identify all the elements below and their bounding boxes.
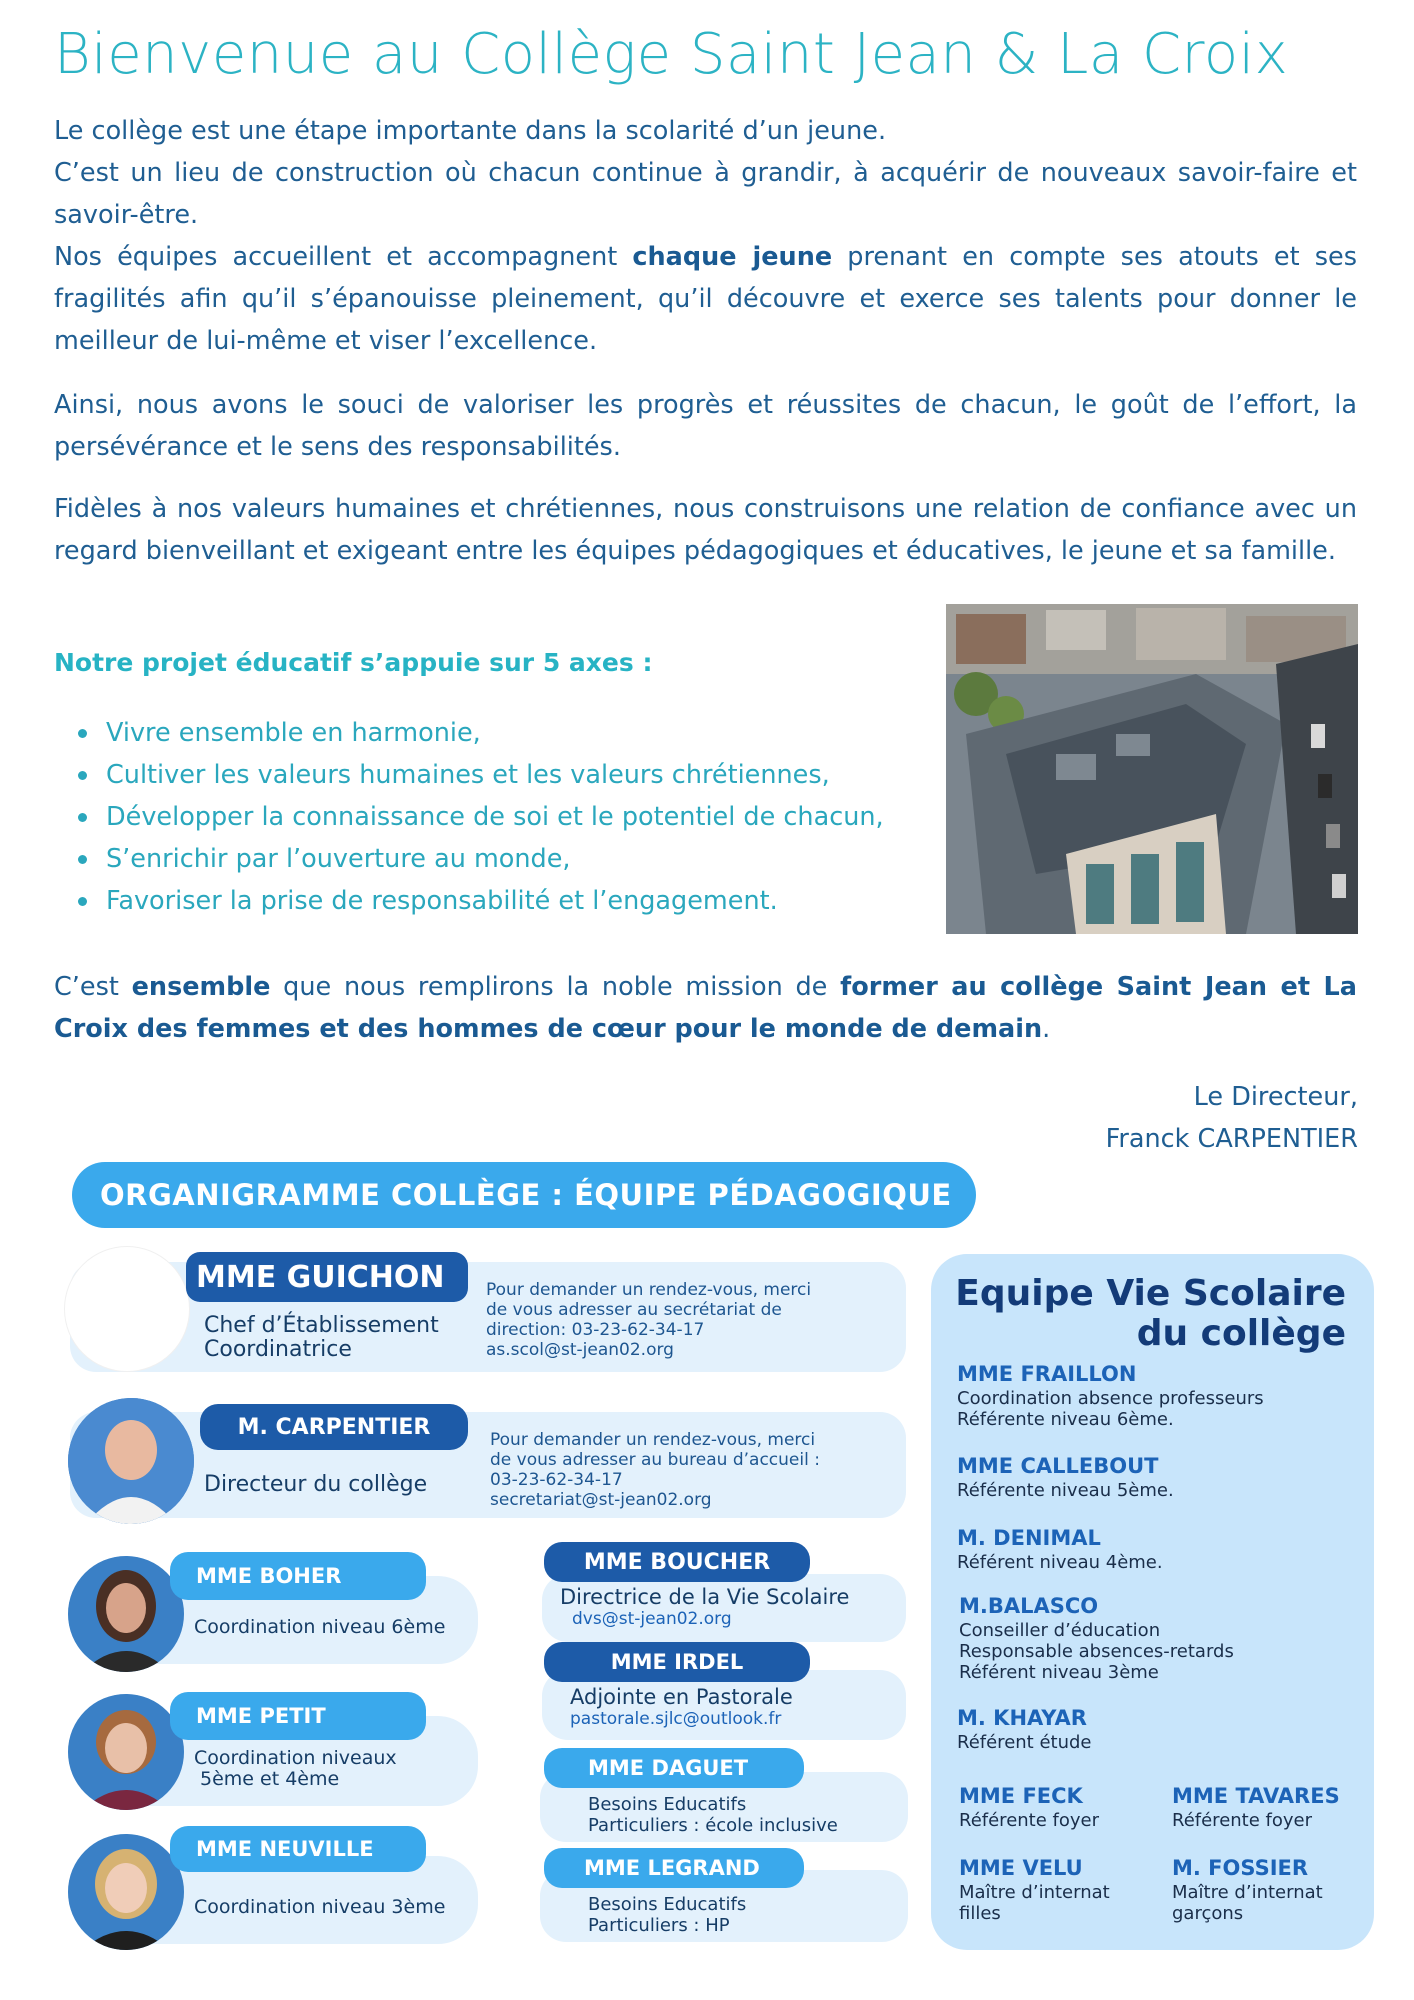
velu-desc [959, 1882, 1110, 1924]
boucher-email: dvs@st-jean02.org [572, 1609, 732, 1629]
balasco-desc-2: Responsable absences-retards [959, 1641, 1234, 1662]
neuville-avatar [68, 1834, 184, 1950]
guichon-note-4: as.scol@st-jean02.org [486, 1340, 674, 1360]
carpentier-note-3: 03-23-62-34-17 [490, 1470, 623, 1490]
closing-end: . [1042, 1014, 1051, 1044]
trust-paragraph: Fidèles à nos valeurs humaines et chrétiennes, nous construisons une relation de confiance avec un regard bienveillant et exigeant entre les équipes pédagogiques et éducatives, le jeune et sa famille. [54, 494, 1357, 566]
axes-item: Cultiver les valeurs humaines et les valeurs chrétiennes, [78, 754, 884, 796]
intro-line-2: C’est un lieu de construction où chacun continue à grandir, à acquérir de nouveaux savoir-faire et savoir-être. [54, 158, 1357, 230]
legrand-name: MME LEGRAND [544, 1848, 804, 1888]
carpentier-note-1: Pour demander un rendez-vous, merci [490, 1430, 816, 1450]
velu-desc-1: Maître d’internat [959, 1882, 1110, 1903]
petit-avatar [68, 1694, 184, 1810]
axes-item: Développer la connaissance de soi et le potentiel de chacun, [78, 796, 884, 838]
carpentier-note-2: de vous adresser au bureau d’accueil : [490, 1450, 820, 1470]
boucher-name: MME BOUCHER [544, 1542, 810, 1582]
carpentier-role: Directeur du collège [204, 1472, 428, 1497]
daguet-role [588, 1794, 838, 1836]
guichon-note-3: direction: 03-23-62-34-17 [486, 1320, 705, 1340]
axes-item: S’enrichir par l’ouverture au monde, [78, 838, 884, 880]
daguet-role-1: Besoins Educatifs [588, 1794, 747, 1815]
fraillon-desc-1: Coordination absence professeurs [957, 1388, 1264, 1409]
intro-emphasis: chaque jeune [632, 242, 833, 272]
legrand-role-1: Besoins Educatifs [588, 1894, 747, 1915]
closing-emphasis-2: former au collège Saint Jean et La Croix des femmes et des hommes de cœur pour le monde de demain [54, 972, 1357, 1044]
signature-name: Franck CARPENTIER [1105, 1124, 1358, 1154]
signature [1106, 1076, 1358, 1160]
closing-paragraph [54, 966, 1357, 1050]
axes-list [78, 712, 884, 922]
boher-role: Coordination niveau 6ème [194, 1616, 446, 1638]
fossier-desc-1: Maître d’internat [1172, 1882, 1323, 1903]
guichon-role [204, 1314, 439, 1362]
vie-scolaire-panel [931, 1254, 1374, 1950]
irdel-role [570, 1686, 793, 1730]
guichon-note-1: Pour demander un rendez-vous, merci [486, 1280, 812, 1300]
carpentier-avatar [68, 1398, 194, 1524]
khayar-desc: Référent étude [957, 1732, 1092, 1753]
velu-name: MME VELU [959, 1856, 1083, 1880]
feck-desc: Référente foyer [959, 1810, 1100, 1831]
closing-start: C’est [54, 972, 132, 1002]
guichon-role-2: Coordinatrice [204, 1337, 352, 1362]
denimal-name: M. DENIMAL [957, 1526, 1101, 1550]
axes-title: Notre projet éducatif s’appuie sur 5 axes : [54, 648, 653, 677]
axes-item: Vivre ensemble en harmonie, [78, 712, 884, 754]
portrait-icon [68, 1556, 184, 1672]
closing-middle: que nous remplirons la noble mission de [270, 972, 841, 1002]
fraillon-desc [957, 1388, 1264, 1430]
callebout-name: MME CALLEBOUT [957, 1454, 1159, 1478]
neuville-role: Coordination niveau 3ème [194, 1896, 446, 1918]
neuville-name: MME NEUVILLE [170, 1826, 426, 1872]
intro-paragraph [54, 110, 1357, 362]
fossier-desc [1172, 1882, 1323, 1924]
velu-desc-2: filles [959, 1903, 1001, 1924]
feck-name: MME FECK [959, 1784, 1083, 1808]
tavares-desc: Référente foyer [1172, 1810, 1313, 1831]
irdel-role-text: Adjointe en Pastorale [570, 1685, 793, 1709]
boucher-role [560, 1586, 849, 1630]
carpentier-name: M. CARPENTIER [200, 1404, 468, 1450]
school-aerial-photo [946, 604, 1358, 934]
fraillon-desc-2: Référente niveau 6ème. [957, 1409, 1174, 1430]
tavares-name: MME TAVARES [1172, 1784, 1340, 1808]
page-title: Bienvenue au Collège Saint Jean & La Croix [54, 22, 1289, 87]
petit-role [194, 1748, 397, 1790]
guichon-note-2: de vous adresser au secrétariat de [486, 1300, 782, 1320]
legrand-role [588, 1894, 746, 1936]
legrand-role-2: Particuliers : HP [588, 1915, 730, 1936]
vie-scolaire-title [955, 1274, 1346, 1354]
vie-scolaire-title-2: du collège [1136, 1313, 1346, 1354]
guichon-name: MME GUICHON [186, 1252, 468, 1302]
denimal-desc: Référent niveau 4ème. [957, 1552, 1163, 1573]
intro-line-3 [54, 236, 1357, 362]
boucher-role-text: Directrice de la Vie Scolaire [560, 1585, 850, 1609]
signature-role: Le Directeur, [1193, 1082, 1358, 1112]
boher-name: MME BOHER [170, 1552, 426, 1600]
intro-line-1: Le collège est une étape importante dans la scolarité d’un jeune. [54, 116, 887, 146]
callebout-desc: Référente niveau 5ème. [957, 1480, 1174, 1501]
fossier-desc-2: garçons [1172, 1903, 1244, 1924]
guichon-role-1: Chef d’Établissement [204, 1313, 439, 1338]
carpentier-note-4: secretariat@st-jean02.org [490, 1490, 712, 1510]
khayar-name: M. KHAYAR [957, 1706, 1087, 1730]
balasco-desc-3: Référent niveau 3ème [959, 1662, 1159, 1683]
vie-scolaire-title-1: Equipe Vie Scolaire [955, 1273, 1346, 1314]
org-banner: ORGANIGRAMME COLLÈGE : ÉQUIPE PÉDAGOGIQUE [72, 1162, 976, 1228]
irdel-name: MME IRDEL [544, 1642, 810, 1682]
intro-line-3-end: prenant en compte ses atouts et ses fragilités afin qu’il s’épanouisse pleinement, qu’il découvre et exerce ses talents pour donner le meilleur de lui-même et viser l’excellence. [54, 242, 1357, 356]
values-paragraph: Ainsi, nous avons le souci de valoriser les progrès et réussites de chacun, le goût de l’effort, la persévérance et le sens des responsabilités. [54, 390, 1357, 462]
guichon-note [486, 1280, 878, 1360]
petit-role-1: Coordination niveaux [194, 1747, 397, 1769]
guichon-avatar [64, 1246, 190, 1372]
daguet-name: MME DAGUET [544, 1748, 804, 1788]
portrait-icon [68, 1694, 184, 1810]
closing-emphasis-1: ensemble [131, 972, 271, 1002]
carpentier-note [490, 1430, 890, 1510]
daguet-role-2: Particuliers : école inclusive [588, 1815, 838, 1836]
axes-item: Favoriser la prise de responsabilité et l’engagement. [78, 880, 884, 922]
irdel-email: pastorale.sjlc@outlook.fr [570, 1709, 782, 1729]
portrait-icon [68, 1398, 194, 1524]
school-building-image [946, 604, 1358, 934]
fraillon-name: MME FRAILLON [957, 1362, 1137, 1386]
balasco-desc [959, 1620, 1234, 1683]
petit-role-2: 5ème et 4ème [200, 1768, 340, 1790]
boher-avatar [68, 1556, 184, 1672]
fossier-name: M. FOSSIER [1172, 1856, 1309, 1880]
portrait-icon [68, 1834, 184, 1950]
balasco-name: M.BALASCO [959, 1594, 1099, 1618]
intro-line-3-start: Nos équipes accueillent et accompagnent [54, 242, 633, 272]
petit-name: MME PETIT [170, 1692, 426, 1740]
balasco-desc-1: Conseiller d’éducation [959, 1620, 1161, 1641]
